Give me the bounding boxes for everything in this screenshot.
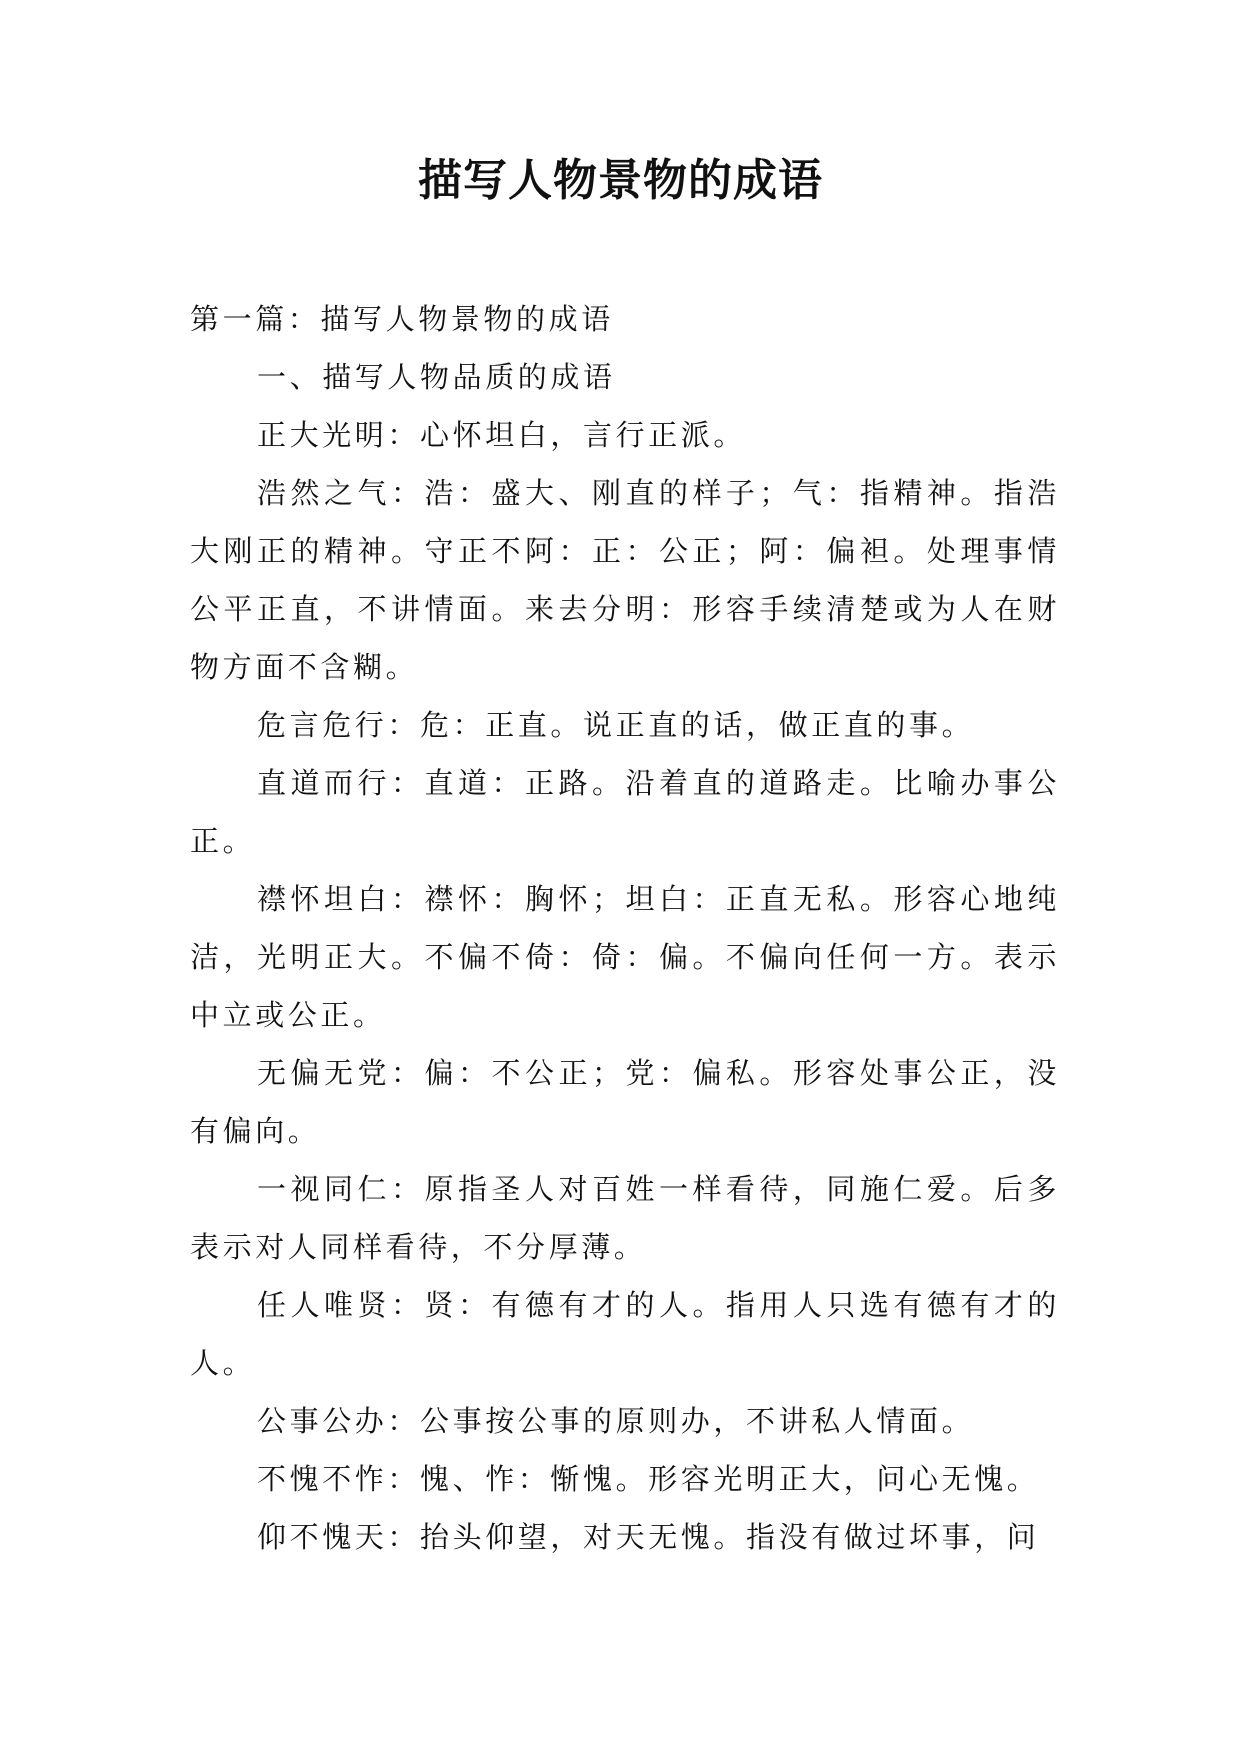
paragraph: 危言危行：危：正直。说正直的话，做正直的事。 [257,708,975,742]
paragraph: 正大光明：心怀坦白，言行正派。 [257,418,747,452]
paragraph: 直道而行：直道：正路。沿着直的道路走。比喻办事公正。 [190,766,1060,858]
paragraph: 任人唯贤：贤：有德有才的人。指用人只选有德有才的人。 [190,1288,1060,1380]
paragraph: 第一篇：描写人物景物的成语 [190,302,614,336]
paragraph: 一视同仁：原指圣人对百姓一样看待，同施仁爱。后多表示对人同样看待，不分厚薄。 [190,1172,1060,1264]
paragraph: 襟怀坦白：襟怀：胸怀；坦白：正直无私。形容心地纯洁，光明正大。不偏不倚：倚：偏。不偏向任何一方。表示中立或公正。 [190,882,1060,1032]
document-title: 描写人物景物的成语 [418,155,823,206]
paragraph: 一、描写人物品质的成语 [257,360,616,394]
paragraph: 无偏无党：偏：不公正；党：偏私。形容处事公正，没有偏向。 [190,1056,1060,1148]
paragraph: 不愧不怍：愧、怍：惭愧。形容光明正大，问心无愧。 [257,1462,1040,1496]
document-body [190,290,1060,1566]
paragraph: 浩然之气：浩：盛大、刚直的样子；气：指精神。指浩大刚正的精神。守正不阿：正：公正；阿：偏袒。处理事情公平正直，不讲情面。来去分明：形容手续清楚或为人在财物方面不含糊。 [190,476,1060,684]
paragraph: 公事公办：公事按公事的原则办，不讲私人情面。 [257,1404,975,1438]
paragraph: 仰不愧天：抬头仰望，对天无愧。指没有做过坏事，问 [257,1520,1040,1554]
